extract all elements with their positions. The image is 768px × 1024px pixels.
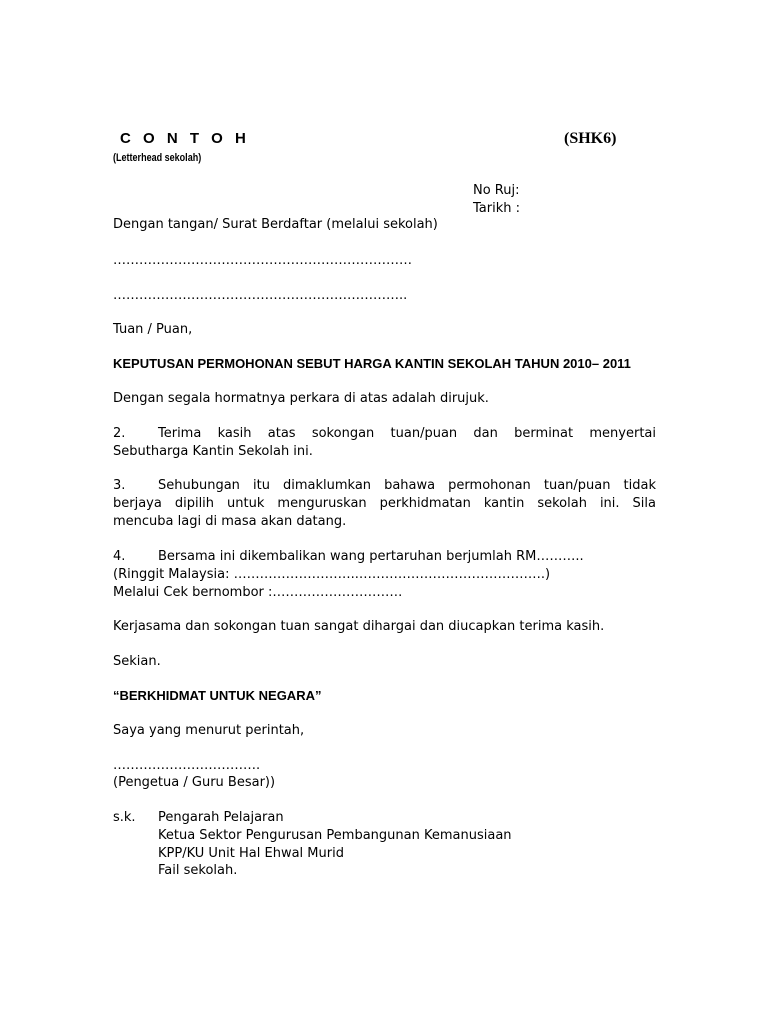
signature-line: ……………………………. <box>113 758 261 773</box>
signatory-title: (Pengetua / Guru Besar)) <box>113 775 276 790</box>
paragraph-2-line-1 <box>113 425 656 443</box>
paragraph-number: 2. <box>113 426 126 441</box>
thanks-sentence: Kerjasama dan sokongan tuan sangat dihargai dan diucapkan terima kasih. <box>113 619 605 634</box>
paragraph-3-line-1 <box>113 477 656 495</box>
date-label: Tarikh : <box>473 201 520 216</box>
cc-recipient: Ketua Sektor Pengurusan Pembangunan Kemanusiaan <box>158 828 512 843</box>
cc-label: s.k. <box>113 810 136 825</box>
signoff: Saya yang menurut perintah, <box>113 723 305 738</box>
letterhead-placeholder: (Letterhead sekolah) <box>113 152 202 164</box>
contoh-title: C O N T O H <box>120 130 250 147</box>
motto: “BERKHIDMAT UNTUK NEGARA” <box>113 688 322 703</box>
paragraph-4-number: 4. <box>113 549 126 564</box>
cc-recipient: Fail sekolah. <box>158 863 238 878</box>
paragraph-3-line-3: mencuba lagi di masa akan datang. <box>113 514 347 529</box>
paragraph-4-line-3: Melalui Cek bernombor :………………………… <box>113 585 403 600</box>
paragraph-text: Sehubungan itu dimaklumkan bahawa permohonan tuan/puan tidak <box>158 478 656 493</box>
delivery-method: Dengan tangan/ Surat Berdaftar (melalui sekolah) <box>113 217 438 232</box>
subject-heading: KEPUTUSAN PERMOHONAN SEBUT HARGA KANTIN SEKOLAH TAHUN 2010– 2011 <box>113 356 631 371</box>
closing-word: Sekian. <box>113 654 161 669</box>
paragraph-number: 3. <box>113 478 126 493</box>
opening-sentence: Dengan segala hormatnya perkara di atas adalah dirujuk. <box>113 391 489 406</box>
paragraph-4-line-2: (Ringgit Malaysia: ………………………..…………………………………….) <box>113 567 551 582</box>
cc-recipient: Pengarah Pelajaran <box>158 810 284 825</box>
reference-number-label: No Ruj: <box>473 183 520 198</box>
cc-recipient: KPP/KU Unit Hal Ehwal Murid <box>158 846 344 861</box>
address-line: ………………………………………………………….. <box>113 288 408 303</box>
paragraph-text: Terima kasih atas sokongan tuan/puan dan berminat menyertai <box>158 426 656 441</box>
paragraph-3-line-2: berjaya dipilih untuk menguruskan perkhidmatan kantin sekolah ini. Sila <box>113 496 656 511</box>
form-code: (SHK6) <box>564 130 617 147</box>
paragraph-2-line-2: Sebutharga Kantin Sekolah ini. <box>113 444 313 459</box>
paragraph-4-line-1: Bersama ini dikembalikan wang pertaruhan berjumlah RM……….. <box>158 549 584 564</box>
address-line: …………………………………………………………… <box>113 253 412 268</box>
salutation: Tuan / Puan, <box>113 322 193 337</box>
